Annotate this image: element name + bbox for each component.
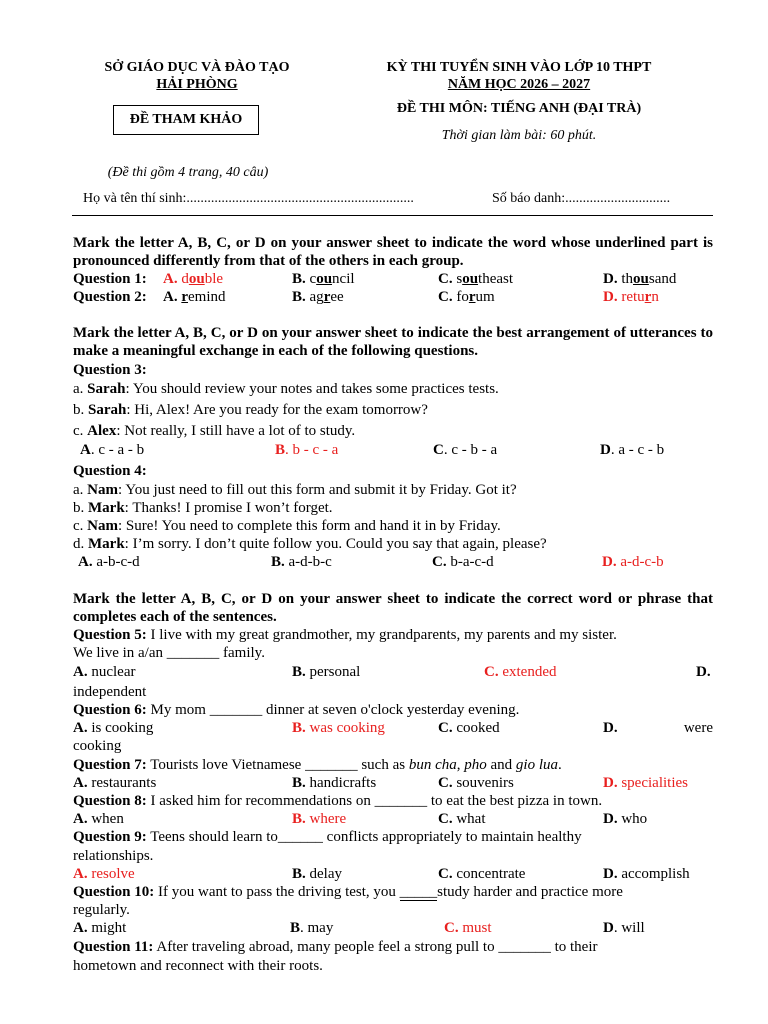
q4-line-a: a. Nam: You just need to fill out this form and submit it by Friday. Got it? [73,482,517,498]
q5-option-b: B. personal [292,664,361,680]
q10-option-c: C. must [444,920,492,936]
q1-option-d: D. thousand [603,271,677,287]
q9-stem: Question 9: Teens should learn to______ conflicts appropriately to maintain healthy [73,829,582,845]
q11-stem-cont: hometown and reconnect with their roots. [73,958,323,974]
q9-stem-cont: relationships. [73,848,154,864]
q8-option-c: C. what [438,811,486,827]
q3-option-a: A. c - a - b [80,442,145,458]
q10-stem-cont: regularly. [73,902,130,918]
q8-option-b: B. where [292,811,347,827]
q1-option-b: B. council [292,271,355,287]
subject-title: ĐỀ THI MÔN: TIẾNG ANH (ĐẠI TRÀ) [396,101,642,116]
q7-option-b: B. handicrafts [292,775,377,791]
q3-line-b: b. Sarah: Hi, Alex! Are you ready for the exam tomorrow? [73,402,428,418]
q7-stem: Question 7: Tourists love Vietnamese _______ such as bun cha, pho and gio lua. [73,757,562,773]
q3-option-d: D. a - c - b [600,442,665,458]
q5-option-d: D. [696,664,711,680]
q4-line-c: c. Nam: Sure! You need to complete this form and hand it in by Friday. [73,518,501,534]
q8-option-d: D. who [603,811,648,827]
q4-option-c: C. b-a-c-d [432,554,494,570]
q6-option-c: C. cooked [438,720,500,736]
q2-label: Question 2: [73,289,147,305]
q6-option-b: B. was cooking [292,720,385,736]
q1-label: Question 1: [73,271,147,287]
q7-option-a: A. restaurants [73,775,157,791]
q8-option-a: A. when [73,811,124,827]
q9-option-c: C. concentrate [438,866,526,882]
section2-instruction: Mark the letter A, B, C, or D on your answer sheet to indicate the best arrangement of utterances to make a meaningful exchange in each of the following questions. [73,325,713,359]
q6-stem: Question 6: My mom _______ dinner at seven o'clock yesterday evening. [73,702,520,718]
section3-instruction: Mark the letter A, B, C, or D on your answer sheet to indicate the correct word or phrase that completes each of the sentences. [73,591,713,625]
candidate-id-field: Số báo danh:.............................. [492,191,671,206]
q4-line-b: b. Mark: Thanks! I promise I won’t forget. [73,500,333,516]
q5-option-a: A. nuclear [73,664,136,680]
q2-option-b: B. agree [292,289,344,305]
candidate-name-field: Họ và tên thí sinh:................................................................. [83,191,414,206]
school-year: NĂM HỌC 2026 – 2027 [447,77,591,92]
q11-stem: Question 11: After traveling abroad, many people feel a strong pull to _______ to their [73,939,598,955]
q6-option-d: D. were [603,720,713,736]
q1-option-c: C. southeast [438,271,514,287]
q5-stem-cont: We live in a/an _______ family. [73,645,265,661]
q3-option-c: C. c - b - a [433,442,498,458]
q5-option-d-text: independent [73,684,147,700]
q6-option-a: A. is cooking [73,720,154,736]
q10-option-a: A. might [73,920,127,936]
q3-option-b: B. b - c - a [275,442,339,458]
q9-option-b: B. delay [292,866,342,882]
q7-option-d: D. specialities [603,775,688,791]
q4-line-d: d. Mark: I’m sorry. I don’t quite follow you. Could you say that again, please? [73,536,547,552]
q4-label: Question 4: [73,463,147,479]
q9-option-a: A. resolve [73,866,135,882]
time-allowed: Thời gian làm bài: 60 phút. [441,128,597,143]
header-divider [72,215,713,216]
q3-line-a: a. Sarah: You should review your notes and takes some practices tests. [73,381,499,397]
q3-label: Question 3: [73,362,147,378]
q5-stem: Question 5: I live with my great grandmother, my grandparents, my parents and my sister. [73,627,617,643]
q5-option-c: C. extended [484,664,557,680]
q2-option-d: D. return [603,289,659,305]
city-name: HẢI PHÒNG [156,77,238,92]
q9-option-d: D. accomplish [603,866,690,882]
q1-option-a: A. double [163,271,224,287]
q2-option-c: C. forum [438,289,495,305]
exam-title: KỲ THI TUYỂN SINH VÀO LỚP 10 THPT [386,60,652,75]
q10-option-b: B. may [290,920,334,936]
q2-option-a: A. remind [163,289,226,305]
q8-stem: Question 8: I asked him for recommendations on _______ to eat the best pizza in town. [73,793,603,809]
q7-option-c: C. souvenirs [438,775,514,791]
q3-line-c: c. Alex: Not really, I still have a lot of to study. [73,423,356,439]
q4-option-a: A. a-b-c-d [78,554,140,570]
q4-option-d: D. a-d-c-b [602,554,664,570]
section1-instruction: Mark the letter A, B, C, or D on your answer sheet to indicate the word whose underlined part is pronounced differently from that of the others in each group. [73,235,713,269]
department-name: SỞ GIÁO DỤC VÀ ĐÀO TẠO [104,60,290,75]
q6-option-d-text: cooking [73,738,122,754]
q10-stem: Question 10: If you want to pass the driving test, you _____study harder and practice more [73,884,623,900]
q4-option-b: B. a-d-b-c [271,554,332,570]
pages-note: (Đề thi gồm 4 trang, 40 câu) [107,165,269,180]
reference-exam-box: ĐỀ THAM KHẢO [113,105,259,135]
q10-option-d: D. will [603,920,645,936]
